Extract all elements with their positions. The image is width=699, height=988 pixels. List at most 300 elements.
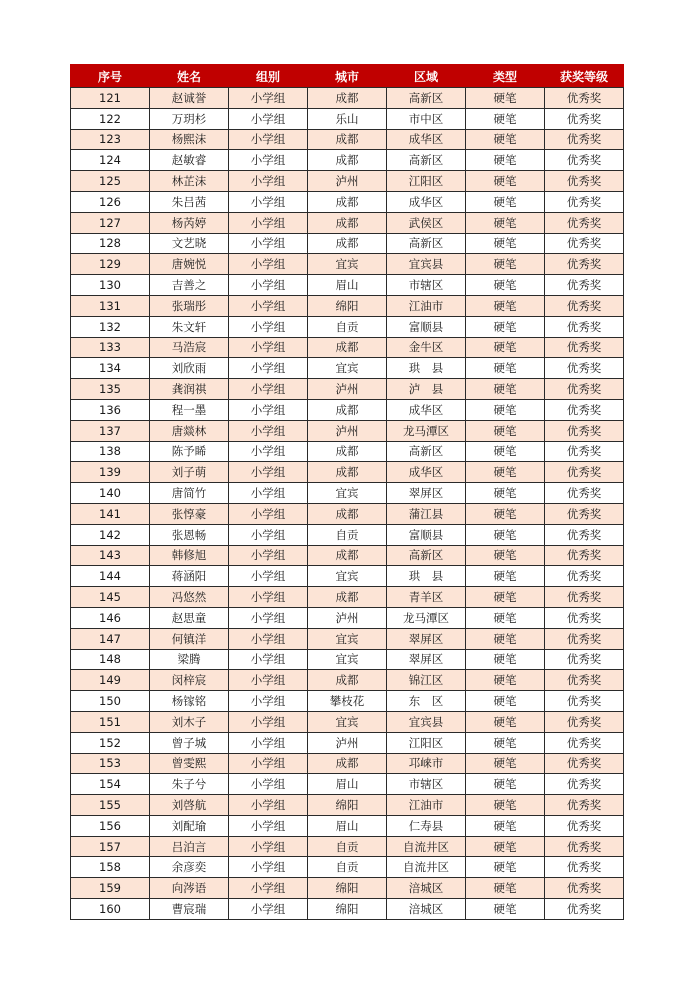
cell-award-level: 优秀奖 bbox=[545, 753, 624, 774]
table-row bbox=[71, 774, 624, 795]
cell-group: 小学组 bbox=[229, 233, 308, 254]
cell-name: 闵梓宸 bbox=[150, 670, 229, 691]
cell-index: 154 bbox=[71, 774, 150, 795]
cell-group: 小学组 bbox=[229, 899, 308, 920]
cell-index: 128 bbox=[71, 233, 150, 254]
cell-award-level: 优秀奖 bbox=[545, 108, 624, 129]
cell-award-level: 优秀奖 bbox=[545, 129, 624, 150]
cell-type: 硬笔 bbox=[466, 815, 545, 836]
table-row bbox=[71, 462, 624, 483]
cell-index: 123 bbox=[71, 129, 150, 150]
cell-group: 小学组 bbox=[229, 212, 308, 233]
cell-type: 硬笔 bbox=[466, 108, 545, 129]
cell-city: 成都 bbox=[308, 753, 387, 774]
cell-group: 小学组 bbox=[229, 441, 308, 462]
cell-city: 宜宾 bbox=[308, 711, 387, 732]
cell-district: 市辖区 bbox=[387, 774, 466, 795]
cell-name: 朱吕茜 bbox=[150, 191, 229, 212]
cell-name: 张惇豪 bbox=[150, 503, 229, 524]
cell-name: 何镇洋 bbox=[150, 628, 229, 649]
header-index: 序号 bbox=[71, 65, 150, 88]
cell-district: 成华区 bbox=[387, 399, 466, 420]
cell-type: 硬笔 bbox=[466, 587, 545, 608]
cell-district: 富顺县 bbox=[387, 524, 466, 545]
cell-type: 硬笔 bbox=[466, 254, 545, 275]
cell-group: 小学组 bbox=[229, 836, 308, 857]
cell-index: 144 bbox=[71, 566, 150, 587]
cell-index: 132 bbox=[71, 316, 150, 337]
cell-name: 刘欣雨 bbox=[150, 358, 229, 379]
cell-award-level: 优秀奖 bbox=[545, 233, 624, 254]
cell-award-level: 优秀奖 bbox=[545, 295, 624, 316]
cell-index: 138 bbox=[71, 441, 150, 462]
cell-index: 129 bbox=[71, 254, 150, 275]
cell-index: 142 bbox=[71, 524, 150, 545]
table-row bbox=[71, 88, 624, 109]
table-row bbox=[71, 607, 624, 628]
cell-name: 刘子萌 bbox=[150, 462, 229, 483]
cell-index: 140 bbox=[71, 483, 150, 504]
cell-group: 小学组 bbox=[229, 753, 308, 774]
cell-city: 绵阳 bbox=[308, 795, 387, 816]
cell-group: 小学组 bbox=[229, 587, 308, 608]
header-name: 姓名 bbox=[150, 65, 229, 88]
table-row bbox=[71, 316, 624, 337]
cell-group: 小学组 bbox=[229, 691, 308, 712]
cell-group: 小学组 bbox=[229, 295, 308, 316]
cell-name: 曾雯熙 bbox=[150, 753, 229, 774]
cell-type: 硬笔 bbox=[466, 379, 545, 400]
table-body bbox=[71, 88, 624, 920]
cell-award-level: 优秀奖 bbox=[545, 566, 624, 587]
cell-index: 159 bbox=[71, 878, 150, 899]
cell-type: 硬笔 bbox=[466, 441, 545, 462]
cell-type: 硬笔 bbox=[466, 191, 545, 212]
table-row bbox=[71, 150, 624, 171]
cell-award-level: 优秀奖 bbox=[545, 815, 624, 836]
cell-group: 小学组 bbox=[229, 607, 308, 628]
cell-group: 小学组 bbox=[229, 129, 308, 150]
cell-index: 130 bbox=[71, 275, 150, 296]
cell-city: 成都 bbox=[308, 545, 387, 566]
cell-group: 小学组 bbox=[229, 275, 308, 296]
cell-name: 唐简竹 bbox=[150, 483, 229, 504]
cell-name: 吉善之 bbox=[150, 275, 229, 296]
cell-district: 龙马潭区 bbox=[387, 607, 466, 628]
cell-group: 小学组 bbox=[229, 420, 308, 441]
cell-award-level: 优秀奖 bbox=[545, 628, 624, 649]
table-row bbox=[71, 233, 624, 254]
cell-type: 硬笔 bbox=[466, 212, 545, 233]
cell-city: 宜宾 bbox=[308, 628, 387, 649]
cell-name: 向涔语 bbox=[150, 878, 229, 899]
cell-district: 成华区 bbox=[387, 129, 466, 150]
cell-type: 硬笔 bbox=[466, 295, 545, 316]
table-row bbox=[71, 275, 624, 296]
cell-city: 成都 bbox=[308, 150, 387, 171]
cell-group: 小学组 bbox=[229, 711, 308, 732]
table-row bbox=[71, 420, 624, 441]
cell-type: 硬笔 bbox=[466, 462, 545, 483]
cell-city: 泸州 bbox=[308, 171, 387, 192]
cell-city: 成都 bbox=[308, 670, 387, 691]
header-group: 组别 bbox=[229, 65, 308, 88]
table-row bbox=[71, 399, 624, 420]
cell-name: 赵思童 bbox=[150, 607, 229, 628]
cell-type: 硬笔 bbox=[466, 275, 545, 296]
cell-city: 成都 bbox=[308, 233, 387, 254]
table-row bbox=[71, 899, 624, 920]
cell-city: 眉山 bbox=[308, 275, 387, 296]
cell-district: 珙 县 bbox=[387, 566, 466, 587]
cell-name: 张恩畅 bbox=[150, 524, 229, 545]
cell-type: 硬笔 bbox=[466, 795, 545, 816]
cell-name: 韩修旭 bbox=[150, 545, 229, 566]
cell-district: 金牛区 bbox=[387, 337, 466, 358]
cell-group: 小学组 bbox=[229, 150, 308, 171]
cell-district: 高新区 bbox=[387, 233, 466, 254]
table-row bbox=[71, 108, 624, 129]
cell-name: 梁腾 bbox=[150, 649, 229, 670]
table-row bbox=[71, 441, 624, 462]
cell-city: 成都 bbox=[308, 212, 387, 233]
cell-index: 155 bbox=[71, 795, 150, 816]
cell-city: 成都 bbox=[308, 399, 387, 420]
cell-award-level: 优秀奖 bbox=[545, 399, 624, 420]
cell-award-level: 优秀奖 bbox=[545, 795, 624, 816]
table-row bbox=[71, 379, 624, 400]
cell-name: 赵敏睿 bbox=[150, 150, 229, 171]
cell-type: 硬笔 bbox=[466, 607, 545, 628]
table-row bbox=[71, 503, 624, 524]
cell-index: 145 bbox=[71, 587, 150, 608]
cell-district: 富顺县 bbox=[387, 316, 466, 337]
cell-district: 翠屏区 bbox=[387, 649, 466, 670]
cell-index: 152 bbox=[71, 732, 150, 753]
cell-name: 吕泊言 bbox=[150, 836, 229, 857]
table-row bbox=[71, 670, 624, 691]
cell-type: 硬笔 bbox=[466, 628, 545, 649]
cell-group: 小学组 bbox=[229, 670, 308, 691]
cell-district: 高新区 bbox=[387, 441, 466, 462]
cell-city: 眉山 bbox=[308, 774, 387, 795]
cell-city: 攀枝花 bbox=[308, 691, 387, 712]
cell-city: 成都 bbox=[308, 129, 387, 150]
cell-award-level: 优秀奖 bbox=[545, 441, 624, 462]
cell-name: 唐燚林 bbox=[150, 420, 229, 441]
cell-group: 小学组 bbox=[229, 483, 308, 504]
table-row bbox=[71, 753, 624, 774]
cell-group: 小学组 bbox=[229, 171, 308, 192]
table-row bbox=[71, 795, 624, 816]
cell-index: 134 bbox=[71, 358, 150, 379]
cell-name: 林芷沫 bbox=[150, 171, 229, 192]
table-row bbox=[71, 857, 624, 878]
cell-group: 小学组 bbox=[229, 191, 308, 212]
cell-group: 小学组 bbox=[229, 337, 308, 358]
cell-name: 杨芮婷 bbox=[150, 212, 229, 233]
cell-group: 小学组 bbox=[229, 649, 308, 670]
cell-district: 高新区 bbox=[387, 88, 466, 109]
cell-district: 自流井区 bbox=[387, 857, 466, 878]
cell-district: 锦江区 bbox=[387, 670, 466, 691]
cell-district: 翠屏区 bbox=[387, 628, 466, 649]
cell-index: 141 bbox=[71, 503, 150, 524]
cell-index: 148 bbox=[71, 649, 150, 670]
cell-city: 宜宾 bbox=[308, 649, 387, 670]
cell-type: 硬笔 bbox=[466, 483, 545, 504]
cell-type: 硬笔 bbox=[466, 399, 545, 420]
table-row bbox=[71, 836, 624, 857]
cell-award-level: 优秀奖 bbox=[545, 545, 624, 566]
cell-city: 成都 bbox=[308, 503, 387, 524]
cell-name: 张瑞彤 bbox=[150, 295, 229, 316]
cell-award-level: 优秀奖 bbox=[545, 899, 624, 920]
cell-type: 硬笔 bbox=[466, 566, 545, 587]
cell-type: 硬笔 bbox=[466, 774, 545, 795]
cell-name: 余彦奕 bbox=[150, 857, 229, 878]
table-row bbox=[71, 483, 624, 504]
cell-award-level: 优秀奖 bbox=[545, 420, 624, 441]
table-row bbox=[71, 628, 624, 649]
cell-city: 自贡 bbox=[308, 524, 387, 545]
cell-award-level: 优秀奖 bbox=[545, 316, 624, 337]
cell-index: 150 bbox=[71, 691, 150, 712]
cell-city: 眉山 bbox=[308, 815, 387, 836]
cell-district: 武侯区 bbox=[387, 212, 466, 233]
cell-index: 131 bbox=[71, 295, 150, 316]
cell-type: 硬笔 bbox=[466, 337, 545, 358]
cell-district: 涪城区 bbox=[387, 899, 466, 920]
table-header-row bbox=[71, 65, 624, 88]
cell-type: 硬笔 bbox=[466, 649, 545, 670]
cell-award-level: 优秀奖 bbox=[545, 358, 624, 379]
cell-index: 160 bbox=[71, 899, 150, 920]
cell-name: 蒋涵阳 bbox=[150, 566, 229, 587]
cell-award-level: 优秀奖 bbox=[545, 254, 624, 275]
cell-index: 147 bbox=[71, 628, 150, 649]
cell-name: 万玥杉 bbox=[150, 108, 229, 129]
cell-group: 小学组 bbox=[229, 503, 308, 524]
table-row bbox=[71, 815, 624, 836]
cell-district: 涪城区 bbox=[387, 878, 466, 899]
cell-index: 156 bbox=[71, 815, 150, 836]
cell-city: 成都 bbox=[308, 337, 387, 358]
cell-district: 龙马潭区 bbox=[387, 420, 466, 441]
cell-name: 程一墨 bbox=[150, 399, 229, 420]
cell-city: 自贡 bbox=[308, 836, 387, 857]
cell-award-level: 优秀奖 bbox=[545, 337, 624, 358]
cell-district: 市辖区 bbox=[387, 275, 466, 296]
cell-type: 硬笔 bbox=[466, 524, 545, 545]
cell-group: 小学组 bbox=[229, 774, 308, 795]
cell-name: 朱子兮 bbox=[150, 774, 229, 795]
cell-group: 小学组 bbox=[229, 815, 308, 836]
cell-type: 硬笔 bbox=[466, 857, 545, 878]
cell-city: 自贡 bbox=[308, 316, 387, 337]
cell-name: 龚润祺 bbox=[150, 379, 229, 400]
cell-award-level: 优秀奖 bbox=[545, 462, 624, 483]
cell-name: 杨镓铭 bbox=[150, 691, 229, 712]
table-row bbox=[71, 191, 624, 212]
cell-type: 硬笔 bbox=[466, 711, 545, 732]
cell-type: 硬笔 bbox=[466, 836, 545, 857]
cell-index: 158 bbox=[71, 857, 150, 878]
cell-group: 小学组 bbox=[229, 795, 308, 816]
cell-award-level: 优秀奖 bbox=[545, 483, 624, 504]
cell-type: 硬笔 bbox=[466, 150, 545, 171]
cell-index: 124 bbox=[71, 150, 150, 171]
cell-award-level: 优秀奖 bbox=[545, 503, 624, 524]
cell-group: 小学组 bbox=[229, 254, 308, 275]
cell-award-level: 优秀奖 bbox=[545, 379, 624, 400]
cell-district: 江阳区 bbox=[387, 732, 466, 753]
cell-award-level: 优秀奖 bbox=[545, 171, 624, 192]
cell-type: 硬笔 bbox=[466, 753, 545, 774]
header-award-level: 获奖等级 bbox=[545, 65, 624, 88]
cell-award-level: 优秀奖 bbox=[545, 774, 624, 795]
cell-award-level: 优秀奖 bbox=[545, 836, 624, 857]
cell-index: 149 bbox=[71, 670, 150, 691]
cell-award-level: 优秀奖 bbox=[545, 649, 624, 670]
cell-award-level: 优秀奖 bbox=[545, 857, 624, 878]
cell-group: 小学组 bbox=[229, 462, 308, 483]
table-row bbox=[71, 212, 624, 233]
table-row bbox=[71, 878, 624, 899]
table-row bbox=[71, 171, 624, 192]
cell-type: 硬笔 bbox=[466, 420, 545, 441]
cell-district: 宜宾县 bbox=[387, 711, 466, 732]
cell-city: 泸州 bbox=[308, 379, 387, 400]
cell-group: 小学组 bbox=[229, 88, 308, 109]
award-list-table bbox=[70, 64, 624, 920]
cell-award-level: 优秀奖 bbox=[545, 711, 624, 732]
cell-group: 小学组 bbox=[229, 316, 308, 337]
table-row bbox=[71, 129, 624, 150]
cell-name: 陈予睎 bbox=[150, 441, 229, 462]
cell-index: 151 bbox=[71, 711, 150, 732]
cell-district: 江油市 bbox=[387, 795, 466, 816]
cell-type: 硬笔 bbox=[466, 88, 545, 109]
cell-district: 翠屏区 bbox=[387, 483, 466, 504]
cell-award-level: 优秀奖 bbox=[545, 524, 624, 545]
cell-district: 自流井区 bbox=[387, 836, 466, 857]
cell-group: 小学组 bbox=[229, 545, 308, 566]
table-row bbox=[71, 358, 624, 379]
cell-award-level: 优秀奖 bbox=[545, 150, 624, 171]
cell-city: 乐山 bbox=[308, 108, 387, 129]
cell-name: 刘配瑜 bbox=[150, 815, 229, 836]
cell-index: 146 bbox=[71, 607, 150, 628]
cell-award-level: 优秀奖 bbox=[545, 88, 624, 109]
cell-city: 泸州 bbox=[308, 420, 387, 441]
cell-city: 泸州 bbox=[308, 732, 387, 753]
cell-award-level: 优秀奖 bbox=[545, 878, 624, 899]
header-type: 类型 bbox=[466, 65, 545, 88]
cell-index: 121 bbox=[71, 88, 150, 109]
cell-award-level: 优秀奖 bbox=[545, 732, 624, 753]
cell-type: 硬笔 bbox=[466, 233, 545, 254]
cell-type: 硬笔 bbox=[466, 691, 545, 712]
cell-district: 高新区 bbox=[387, 545, 466, 566]
cell-district: 市中区 bbox=[387, 108, 466, 129]
cell-award-level: 优秀奖 bbox=[545, 275, 624, 296]
table-row bbox=[71, 566, 624, 587]
cell-city: 成都 bbox=[308, 587, 387, 608]
cell-district: 蒲江县 bbox=[387, 503, 466, 524]
cell-name: 曾子城 bbox=[150, 732, 229, 753]
cell-group: 小学组 bbox=[229, 399, 308, 420]
cell-district: 邛崃市 bbox=[387, 753, 466, 774]
cell-city: 绵阳 bbox=[308, 878, 387, 899]
cell-index: 157 bbox=[71, 836, 150, 857]
cell-district: 宜宾县 bbox=[387, 254, 466, 275]
cell-city: 自贡 bbox=[308, 857, 387, 878]
cell-name: 杨熙沫 bbox=[150, 129, 229, 150]
cell-index: 139 bbox=[71, 462, 150, 483]
cell-name: 冯悠然 bbox=[150, 587, 229, 608]
cell-group: 小学组 bbox=[229, 358, 308, 379]
cell-city: 泸州 bbox=[308, 607, 387, 628]
cell-city: 成都 bbox=[308, 441, 387, 462]
cell-type: 硬笔 bbox=[466, 545, 545, 566]
cell-name: 刘木子 bbox=[150, 711, 229, 732]
cell-type: 硬笔 bbox=[466, 878, 545, 899]
cell-index: 122 bbox=[71, 108, 150, 129]
cell-district: 高新区 bbox=[387, 150, 466, 171]
cell-index: 153 bbox=[71, 753, 150, 774]
cell-city: 宜宾 bbox=[308, 254, 387, 275]
cell-name: 马浩宸 bbox=[150, 337, 229, 358]
cell-group: 小学组 bbox=[229, 878, 308, 899]
cell-award-level: 优秀奖 bbox=[545, 191, 624, 212]
cell-city: 绵阳 bbox=[308, 899, 387, 920]
cell-group: 小学组 bbox=[229, 732, 308, 753]
cell-group: 小学组 bbox=[229, 628, 308, 649]
table-row bbox=[71, 545, 624, 566]
cell-city: 绵阳 bbox=[308, 295, 387, 316]
table-row bbox=[71, 711, 624, 732]
cell-name: 唐婉悦 bbox=[150, 254, 229, 275]
cell-city: 宜宾 bbox=[308, 566, 387, 587]
cell-group: 小学组 bbox=[229, 379, 308, 400]
cell-district: 青羊区 bbox=[387, 587, 466, 608]
table-row bbox=[71, 691, 624, 712]
cell-type: 硬笔 bbox=[466, 503, 545, 524]
cell-name: 曹宸瑞 bbox=[150, 899, 229, 920]
cell-city: 成都 bbox=[308, 462, 387, 483]
cell-index: 143 bbox=[71, 545, 150, 566]
cell-name: 赵诚誉 bbox=[150, 88, 229, 109]
cell-type: 硬笔 bbox=[466, 670, 545, 691]
table-row bbox=[71, 337, 624, 358]
cell-award-level: 优秀奖 bbox=[545, 691, 624, 712]
cell-city: 成都 bbox=[308, 191, 387, 212]
cell-type: 硬笔 bbox=[466, 129, 545, 150]
cell-district: 成华区 bbox=[387, 462, 466, 483]
table-row bbox=[71, 587, 624, 608]
cell-district: 仁寿县 bbox=[387, 815, 466, 836]
cell-group: 小学组 bbox=[229, 108, 308, 129]
cell-type: 硬笔 bbox=[466, 732, 545, 753]
cell-name: 文艺晓 bbox=[150, 233, 229, 254]
cell-name: 朱文轩 bbox=[150, 316, 229, 337]
cell-award-level: 优秀奖 bbox=[545, 670, 624, 691]
cell-type: 硬笔 bbox=[466, 171, 545, 192]
header-city: 城市 bbox=[308, 65, 387, 88]
table-row bbox=[71, 649, 624, 670]
cell-index: 135 bbox=[71, 379, 150, 400]
